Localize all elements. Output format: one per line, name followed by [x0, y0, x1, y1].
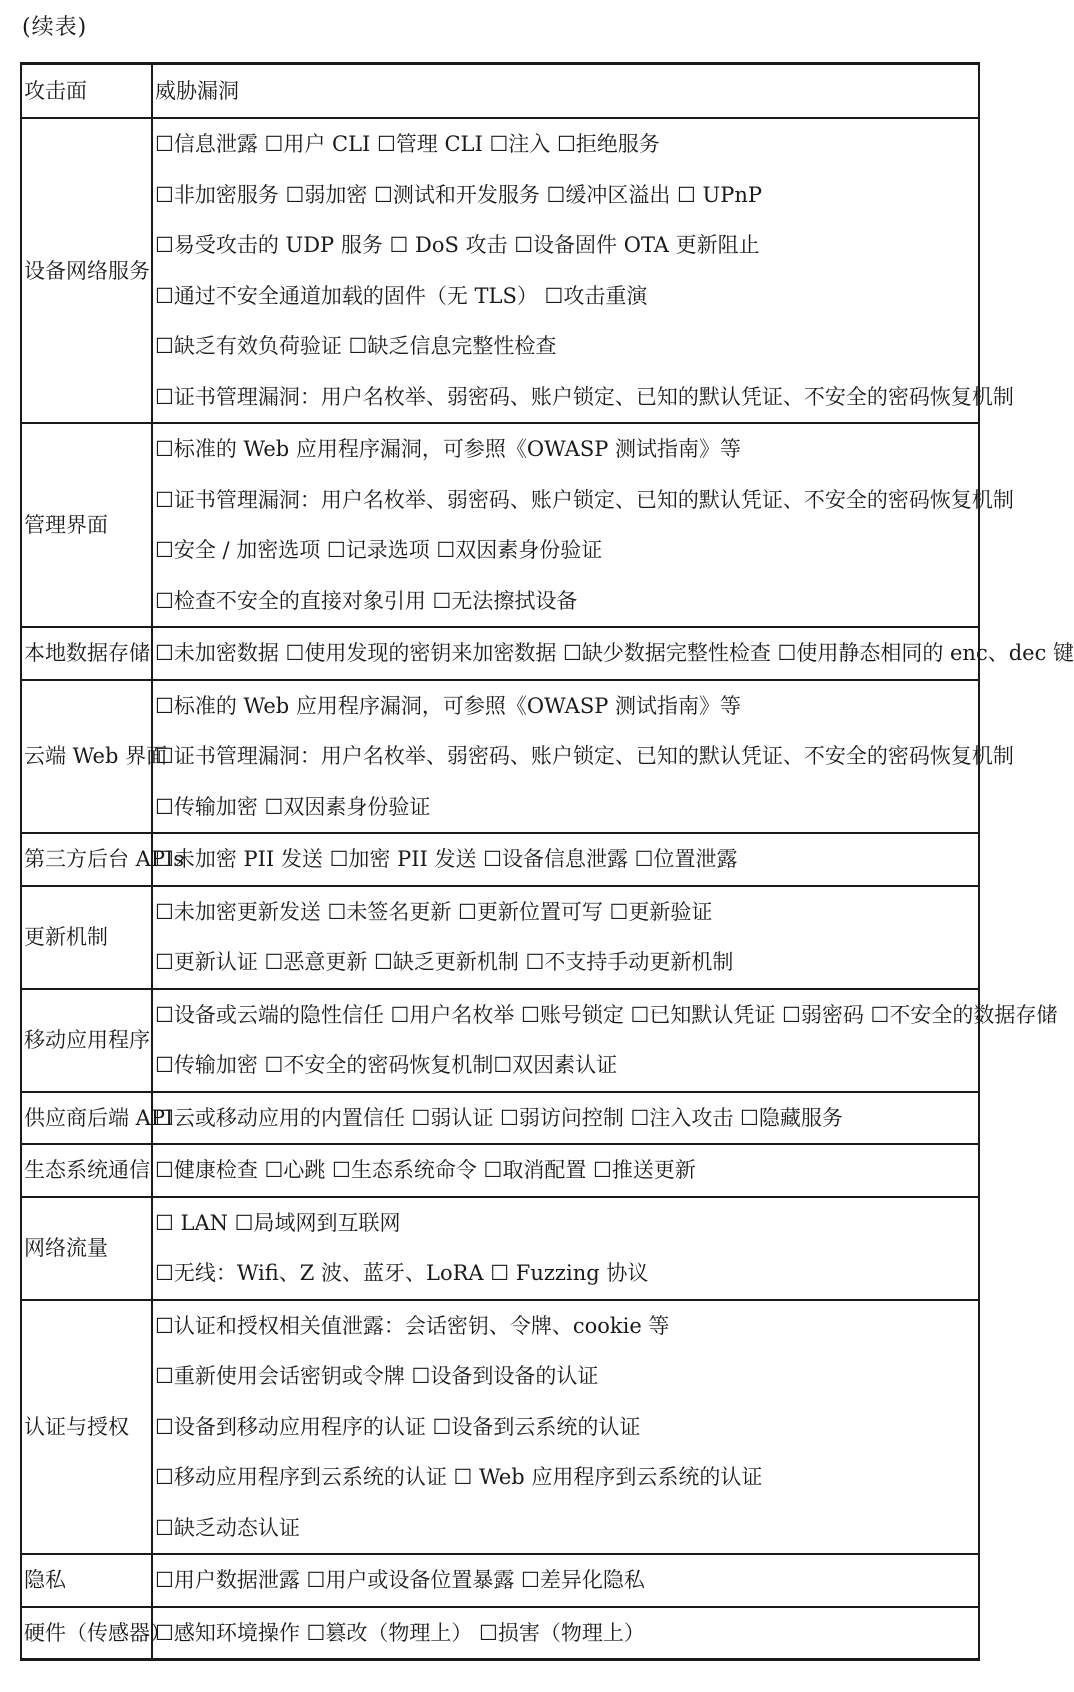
table-row [21, 1144, 979, 1197]
threat-line: ☐安全 / 加密选项 ☐记录选项 ☐双因素身份验证 [155, 538, 603, 562]
threat-line: ☐更新认证 ☐恶意更新 ☐缺乏更新机制 ☐不支持手动更新机制 [155, 950, 734, 974]
header-threats-label: 威胁漏洞 [155, 79, 239, 103]
table-header-row [21, 64, 979, 119]
threat-line: ☐通过不安全通道加载的固件（无 TLS） ☐攻击重演 [155, 283, 648, 308]
threat-line: ☐标准的 Web 应用程序漏洞，可参照《OWASP 测试指南》等 [155, 693, 742, 718]
threat-list-cell [152, 1554, 979, 1607]
threat-line: ☐传输加密 ☐不安全的密码恢复机制☐双因素认证 [155, 1053, 618, 1077]
threat-list-cell [152, 1300, 979, 1555]
threat-line: ☐检查不安全的直接对象引用 ☐无法擦拭设备 [155, 588, 578, 613]
threat-list-cell [152, 1092, 979, 1145]
threat-list-cell [152, 1197, 979, 1300]
table-row [21, 118, 979, 423]
threat-list-cell [152, 118, 1014, 423]
threat-line: ☐易受攻击的 UDP 服务 ☐ DoS 攻击 ☐设备固件 OTA 更新阻止 [155, 233, 760, 257]
attack-surface-cell: 设备网络服务 [21, 118, 152, 423]
threat-list-cell [152, 1144, 979, 1197]
threat-line: ☐证书管理漏洞：用户名枚举、弱密码、账户锁定、已知的默认凭证、不安全的密码恢复机制 [155, 384, 1014, 409]
threat-line: ☐云或移动应用的内置信任 ☐弱认证 ☐弱访问控制 ☐注入攻击 ☐隐藏服务 [155, 1105, 843, 1130]
threat-line: ☐信息泄露 ☐用户 CLI ☐管理 CLI ☐注入 ☐拒绝服务 [155, 132, 660, 156]
threat-list-cell [152, 1607, 979, 1660]
attack-surface-cell: 认证与授权 [21, 1300, 152, 1555]
threat-line: ☐设备或云端的隐性信任 ☐用户名枚举 ☐账号锁定 ☐已知默认凭证 ☐弱密码 ☐不安全的数据存储 [155, 1002, 1058, 1027]
table-row [21, 886, 979, 989]
threat-line: ☐设备到移动应用程序的认证 ☐设备到云系统的认证 [155, 1414, 641, 1439]
threat-line: ☐未加密更新发送 ☐未签名更新 ☐更新位置可写 ☐更新验证 [155, 899, 713, 924]
attack-surface-cell: 第三方后台 APIs [21, 833, 152, 886]
threat-line: ☐健康检查 ☐心跳 ☐生态系统命令 ☐取消配置 ☐推送更新 [155, 1158, 696, 1182]
header-attack-surface: 攻击面 [21, 64, 152, 119]
table-row [21, 627, 979, 680]
attack-surface-cell: 硬件（传感器） [21, 1607, 152, 1660]
threat-table-body [21, 64, 1074, 1660]
threat-line: ☐标准的 Web 应用程序漏洞，可参照《OWASP 测试指南》等 [155, 437, 742, 461]
table-row [21, 1607, 979, 1660]
threat-line: ☐证书管理漏洞：用户名枚举、弱密码、账户锁定、已知的默认凭证、不安全的密码恢复机制 [155, 744, 1014, 768]
threat-line: ☐认证和授权相关值泄露：会话密钥、令牌、cookie 等 [155, 1313, 670, 1338]
attack-surface-cell: 云端 Web 界面 [21, 680, 152, 834]
threat-line: ☐感知环境操作 ☐篡改（物理上） ☐损害（物理上） [155, 1620, 645, 1645]
threat-list-cell [152, 680, 1014, 834]
attack-surface-cell: 供应商后端 API [21, 1092, 152, 1145]
table-row [21, 1554, 979, 1607]
table-row [21, 680, 979, 834]
threat-list-cell [152, 886, 979, 989]
threat-table [20, 62, 1074, 1661]
table-row [21, 989, 979, 1092]
threat-list-cell [152, 627, 1074, 680]
attack-surface-cell: 网络流量 [21, 1197, 152, 1300]
threat-line: ☐ LAN ☐局域网到互联网 [155, 1210, 401, 1235]
table-row [21, 1197, 979, 1300]
attack-surface-cell: 本地数据存储 [21, 627, 152, 680]
table-row [21, 1300, 979, 1555]
threat-line: ☐缺乏动态认证 [155, 1515, 300, 1540]
threat-line: ☐缺乏有效负荷验证 ☐缺乏信息完整性检查 [155, 334, 557, 358]
attack-surface-cell: 隐私 [21, 1554, 152, 1607]
threat-line: ☐未加密 PII 发送 ☐加密 PII 发送 ☐设备信息泄露 ☐位置泄露 [155, 847, 738, 871]
threat-line: ☐证书管理漏洞：用户名枚举、弱密码、账户锁定、已知的默认凭证、不安全的密码恢复机制 [155, 487, 1014, 512]
threat-list-cell [152, 423, 1014, 627]
attack-surface-cell: 移动应用程序 [21, 989, 152, 1092]
threat-line: ☐传输加密 ☐双因素身份验证 [155, 794, 431, 819]
table-row [21, 833, 979, 886]
threat-line: ☐无线：Wifi、Z 波、蓝牙、LoRA ☐ Fuzzing 协议 [155, 1261, 649, 1285]
threat-list-cell [152, 989, 1058, 1092]
table-row [21, 423, 979, 627]
attack-surface-cell: 生态系统通信 [21, 1144, 152, 1197]
threat-line: ☐重新使用会话密钥或令牌 ☐设备到设备的认证 [155, 1364, 599, 1388]
threat-line: ☐非加密服务 ☐弱加密 ☐测试和开发服务 ☐缓冲区溢出 ☐ UPnP [155, 182, 762, 207]
table-caption: (续表) [22, 15, 88, 40]
attack-surface-cell: 管理界面 [21, 423, 152, 627]
threat-line: ☐用户数据泄露 ☐用户或设备位置暴露 ☐差异化隐私 [155, 1568, 645, 1592]
threat-list-cell [152, 833, 979, 886]
attack-surface-cell: 更新机制 [21, 886, 152, 989]
table-row [21, 1092, 979, 1145]
threat-line: ☐移动应用程序到云系统的认证 ☐ Web 应用程序到云系统的认证 [155, 1465, 763, 1489]
header-threats [152, 64, 979, 119]
threat-line: ☐未加密数据 ☐使用发现的密钥来加密数据 ☐缺少数据完整性检查 ☐使用静态相同的 enc、dec 键 [155, 641, 1074, 665]
